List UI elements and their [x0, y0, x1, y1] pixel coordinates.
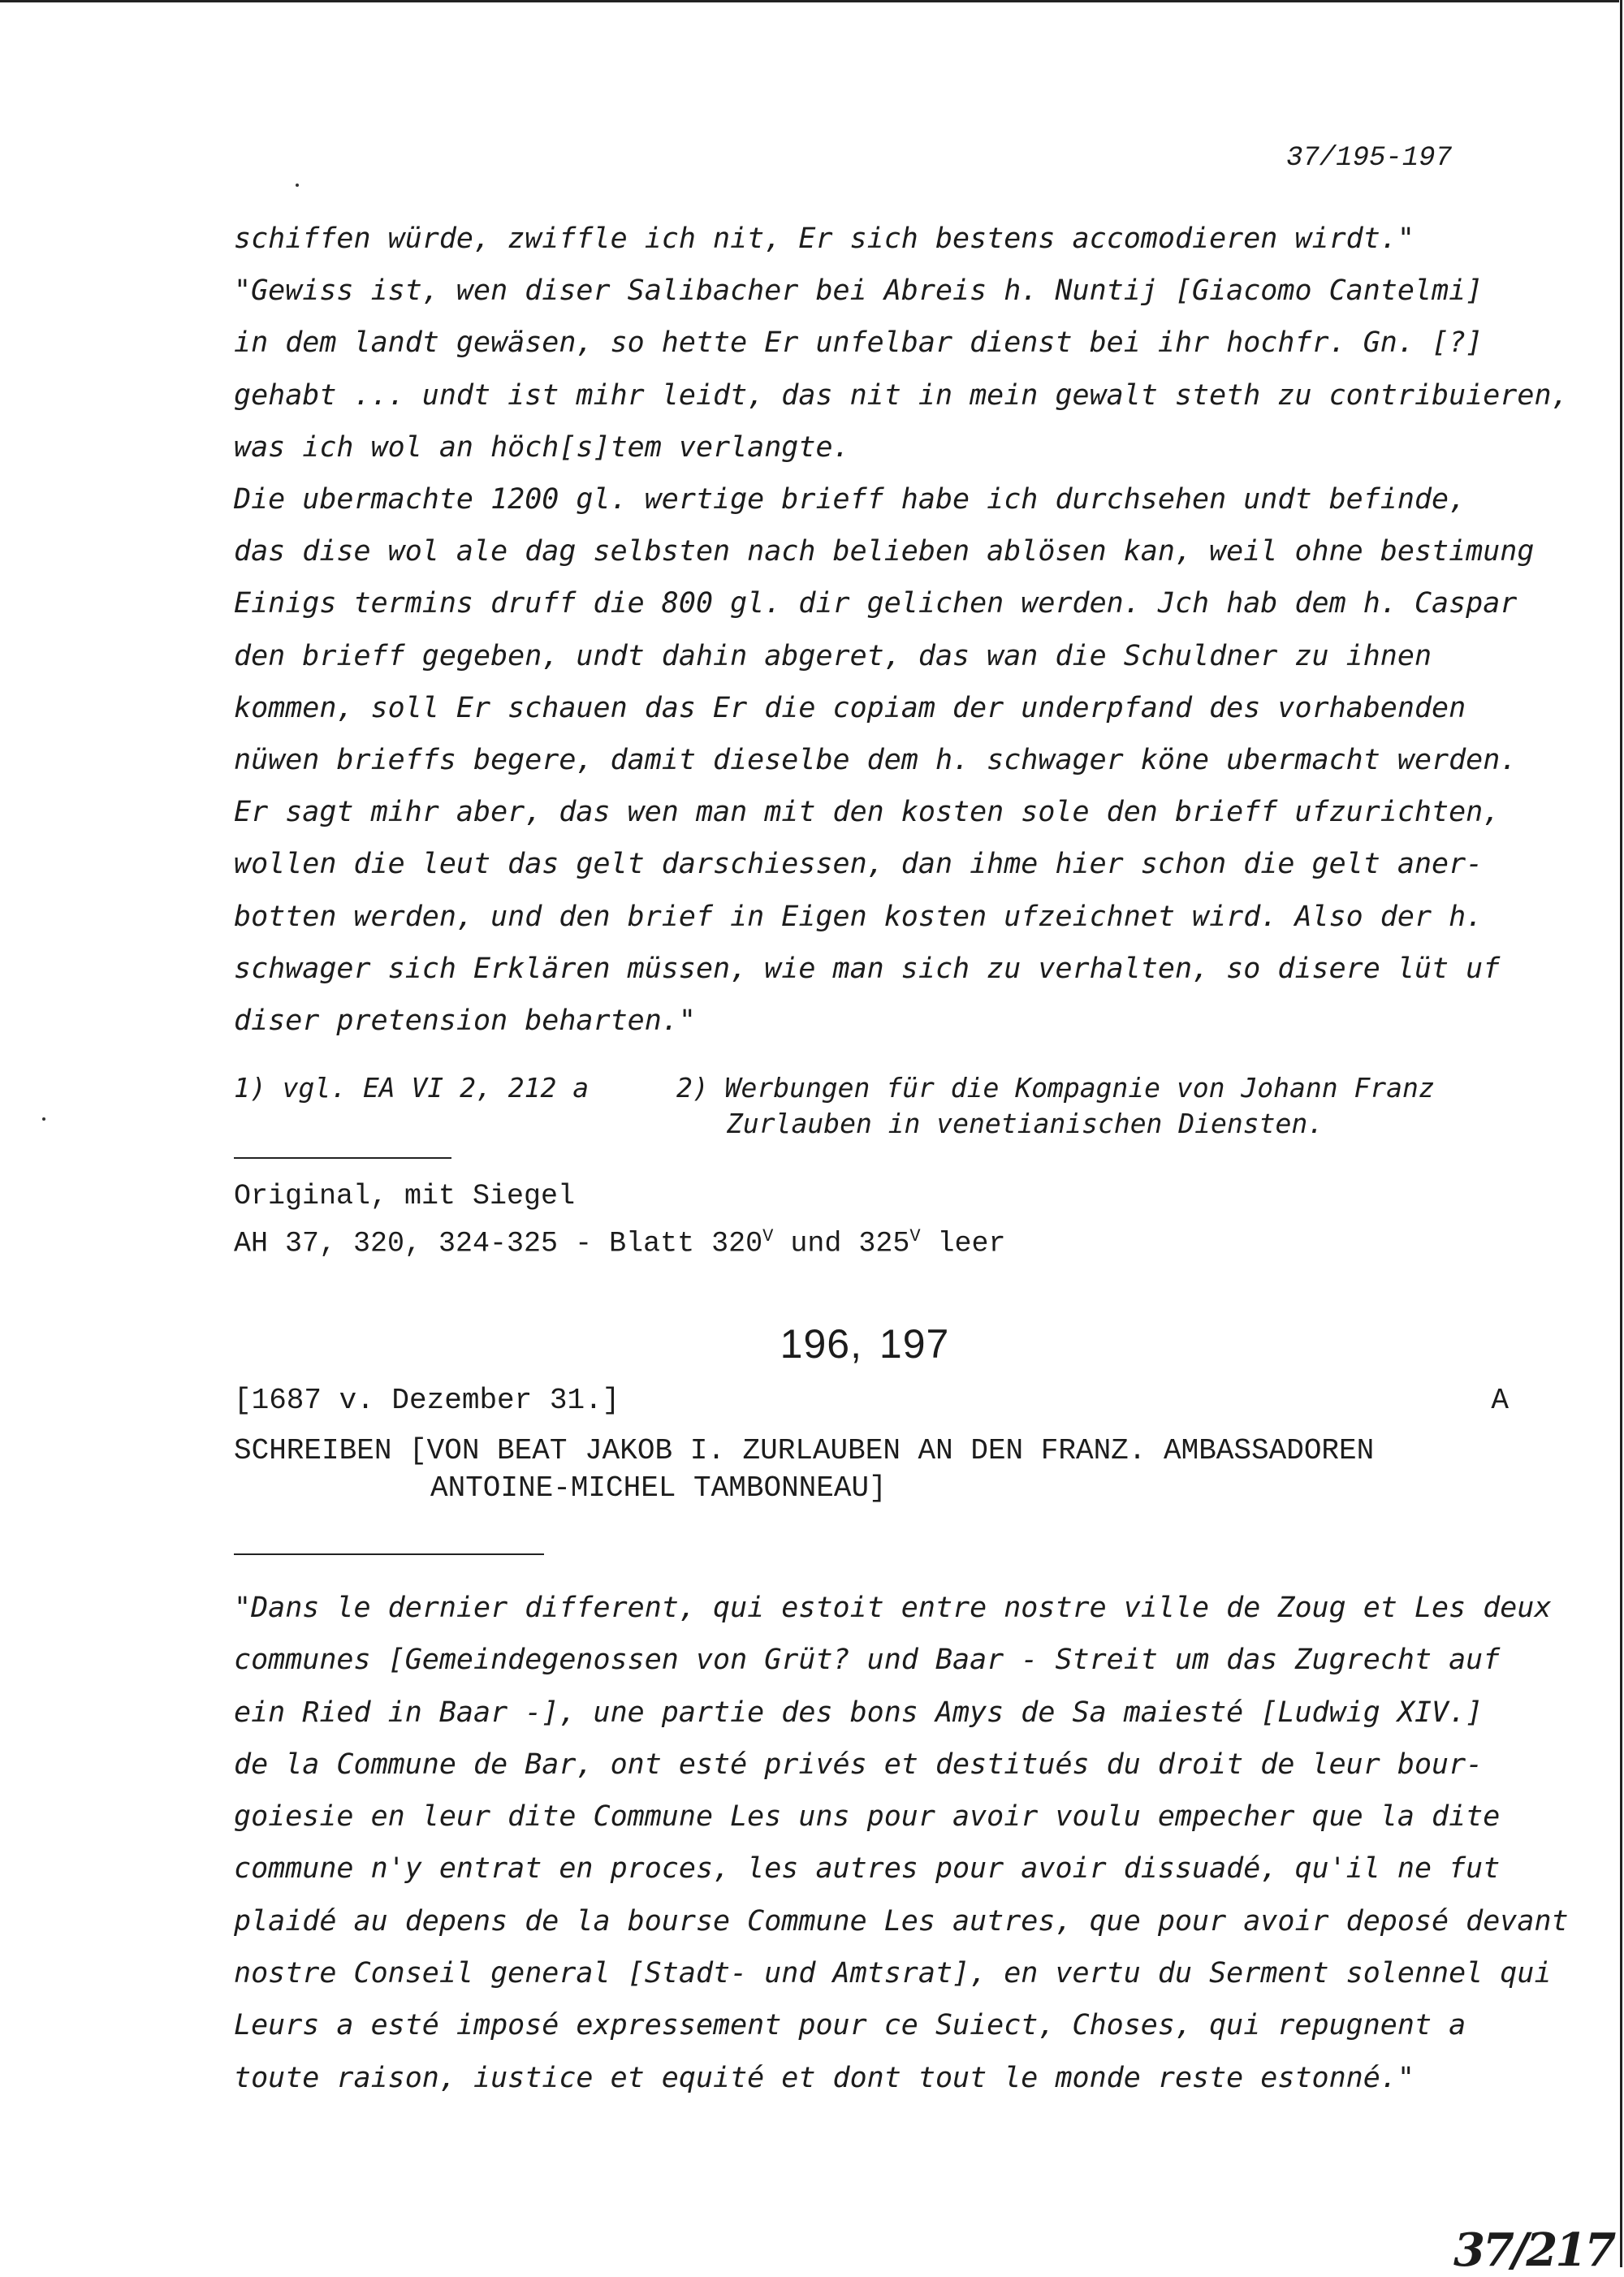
footnote-2-line2: Zurlauben in venetianischen Diensten.	[727, 1108, 1324, 1139]
text-line: in dem landt gewäsen, so hette Er unfelbar dienst bei ihr hochfr. Gn. [?]	[234, 326, 1484, 360]
document-type: A	[1491, 1384, 1509, 1417]
source-info	[234, 1176, 1006, 1264]
section-divider	[234, 1157, 451, 1159]
text-line: de la Commune de Bar, ont esté privés et destitués du droit de leur bour-	[234, 1748, 1484, 1781]
text-line: Leurs a esté imposé expressement pour ce Suiect, Choses, qui repugnent a	[234, 2009, 1466, 2042]
text-line: toute raison, iustice et equité et dont tout le monde reste estonné."	[234, 2061, 1415, 2094]
text-line: "Gewiss ist, wen diser Salibacher bei Abreis h. Nuntij [Giacomo Cantelmi]	[234, 274, 1484, 308]
section-divider	[234, 1553, 544, 1555]
top-border	[0, 0, 1619, 2]
document-date: [1687 v. Dezember 31.]	[234, 1384, 620, 1417]
footnote-2	[676, 1070, 1435, 1142]
title-line-1: SCHREIBEN [VON BEAT JAKOB I. ZURLAUBEN AN DEN FRANZ. AMBASSADOREN	[234, 1434, 1375, 1467]
footnote-2-line1: 2) Werbungen für die Kompagnie von Johann Franz	[676, 1072, 1435, 1104]
text-line: Die ubermachte 1200 gl. wertige brieff habe ich durchsehen undt befinde,	[234, 483, 1466, 516]
french-quote	[234, 1582, 1569, 2104]
source-line-1: Original, mit Siegel	[234, 1180, 576, 1212]
footnote-1: 1) vgl. EA VI 2, 212 a	[234, 1072, 590, 1104]
source-line-2	[234, 1216, 1006, 1264]
right-border	[1620, 0, 1622, 2267]
document-number-b: 197	[879, 1321, 950, 1367]
text-line: commune n'y entrat en proces, les autres pour avoir dissuadé, qu'il ne fut	[234, 1852, 1501, 1886]
text-line: plaidé au depens de la bourse Commune Les autres, que pour avoir deposé devant	[234, 1904, 1569, 1938]
text-line: schwager sich Erklären müssen, wie man sich zu verhalten, so disere lüt uf	[234, 952, 1501, 985]
text-line: ein Ried in Baar -], une partie des bons Amys de Sa maiesté [Ludwig XIV.]	[234, 1696, 1484, 1729]
text-line: diser pretension beharten."	[234, 1005, 696, 1038]
text-line: communes [Gemeindegenossen von Grüt? und Baar - Streit um das Zugrecht auf	[234, 1644, 1501, 1677]
text-line: Einigs termins druff die 800 gl. dir gelichen werden. Jch hab dem h. Caspar	[234, 587, 1518, 620]
text-line: den brieff gegeben, undt dahin abgeret, das wan die Schuldner zu ihnen	[234, 639, 1432, 672]
document-number	[0, 1320, 1624, 1367]
handwritten-page-number: 37/217	[1453, 2223, 1614, 2277]
text-line: schiffen würde, zwiffle ich nit, Er sich bestens accomodieren wirdt."	[234, 223, 1415, 255]
text-line: gehabt ... undt ist mihr leidt, das nit in mein gewalt steth zu contribuieren,	[234, 378, 1569, 412]
text-line: "Dans le dernier different, qui estoit entre nostre ville de Zoug et Les deux	[234, 1592, 1552, 1624]
text-line: was ich wol an höch[s]tem verlangte.	[234, 430, 850, 464]
source-archive: AH 37, 320, 324-325 - Blatt 320	[234, 1227, 763, 1260]
text-line: goiesie en leur dite Commune Les uns pour avoir voulu empecher que la dite	[234, 1800, 1501, 1834]
text-line: nüwen brieffs begere, damit dieselbe dem h. schwager köne ubermacht werden.	[234, 744, 1518, 777]
superscript: V	[909, 1226, 921, 1247]
page-reference: 37/195-197	[1285, 143, 1452, 174]
text-line: das dise wol ale dag selbsten nach belieben ablösen kan, weil ohne bestimung	[234, 535, 1535, 568]
text-line: Er sagt mihr aber, das wen man mit den kosten sole den brieff ufzurichten,	[234, 796, 1501, 829]
source-note: leer	[920, 1227, 1006, 1260]
text-line: botten werden, und den brief in Eigen kosten ufzeichnet wird. Also der h.	[234, 900, 1484, 933]
superscript: V	[762, 1226, 774, 1247]
source-folio: und 325	[773, 1227, 910, 1260]
document-number-a: 196,	[780, 1321, 862, 1367]
text-line: wollen die leut das gelt darschiessen, dan ihme hier schon die gelt aner-	[234, 848, 1484, 881]
document-title	[234, 1432, 1374, 1507]
speck	[296, 184, 299, 187]
text-line: kommen, soll Er schauen das Er die copiam der underpfand des vorhabenden	[234, 691, 1466, 724]
speck	[42, 1117, 45, 1121]
title-line-2: ANTOINE-MICHEL TAMBONNEAU]	[430, 1471, 887, 1505]
text-line: nostre Conseil general [Stadt- und Amtsrat], en vertu du Serment solennel qui	[234, 1957, 1552, 1990]
letter-text	[234, 213, 1569, 1047]
